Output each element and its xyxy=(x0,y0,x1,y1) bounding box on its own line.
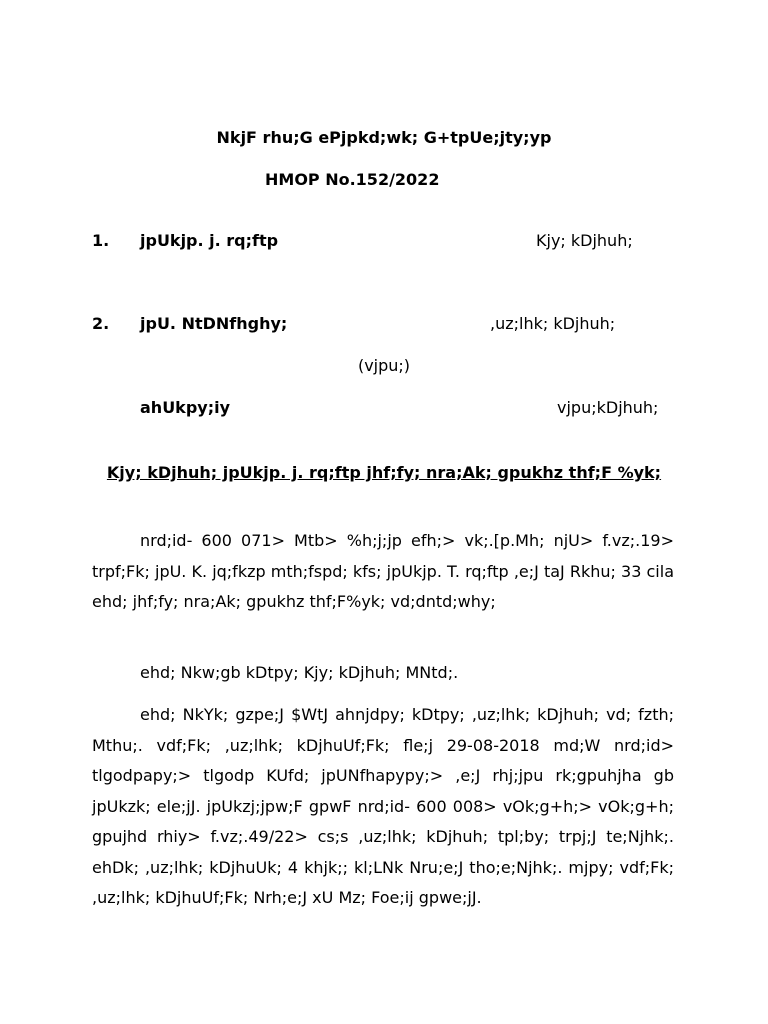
advocate-name: ahUkpy;iy xyxy=(140,398,231,417)
case-number: HMOP No.152/2022 xyxy=(265,170,440,189)
paragraph-intro: nrd;id- 600 071> Mtb> %h;j;jp efh;> vk;.[p.Mh; njU> f.vz;.19> trpf;Fk; jpU. K. jq;fkzp mth;fspd; kfs; jpUkjp. T. rq;ftp ,e;J taJ Rkhu; 33 cila ehd; jhf;fy; nra;Ak; gpukhz thf;F%yk; vd;dntd;why; xyxy=(92,531,674,611)
party-2-name: jpU. NtDNfhghy; xyxy=(140,314,288,333)
paragraph-first-petitioner: ehd; Nkw;gb kDtpy; Kjy; kDjhuh; MNtd;. xyxy=(140,663,459,682)
party-1-role: Kjy; kDjhuh; xyxy=(536,231,633,250)
paragraph-marriage-details: ehd; NkYk; gzpe;J $WtJ ahnjdpy; kDtpy; ,uz;lhk; kDjhuh; vd; fzth; Mthu;. vdf;Fk; ,uz;lhk; kDjhuUf;Fk; fle;j 29-08-2018 md;W nrd;id> tlgodpapy;> tlgodp KUfd; jpUNfhapypy;> ,e;J rhj;jpu rk;gpuhjha gb jpUkzk; ele;jJ. jpUkzj;jpw;F gpwF nrd;id- 600 008> vOk;g+h;> vOk;g+h; gpujhd rhiy> f.vz;.49/22> cs;s ,uz;lhk; kDjhuh; tpl;by; trpj;J te;Njhk;. ehDk; ,uz;lhk; kDjhuUk; 4 khjk;; kl;LNk Nru;e;J tho;e;Njhk;. mjpy; vdf;Fk; ,uz;lhk; kDjhuUf;Fk; Nrh;e;J xU Mz; Foe;ij gpwe;jJ. xyxy=(92,705,674,907)
party-1-number: 1. xyxy=(92,231,110,250)
party-1-name: jpUkjp. j. rq;ftp xyxy=(140,231,279,250)
court-title: NkjF rhu;G ePjpkd;wk; G+tpUe;jty;yp xyxy=(216,128,552,147)
party-2-role: ,uz;lhk; kDjhuh; xyxy=(490,314,616,333)
affidavit-heading: Kjy; kDjhuh; jpUkjp. j. rq;ftp jhf;fy; nra;Ak; gpukhz thf;F %yk; xyxy=(106,463,662,482)
advocate-role: vjpu;kDjhuh; xyxy=(557,398,659,417)
party-2-number: 2. xyxy=(92,314,110,333)
petitioners-label: (vjpu;) xyxy=(357,356,411,375)
